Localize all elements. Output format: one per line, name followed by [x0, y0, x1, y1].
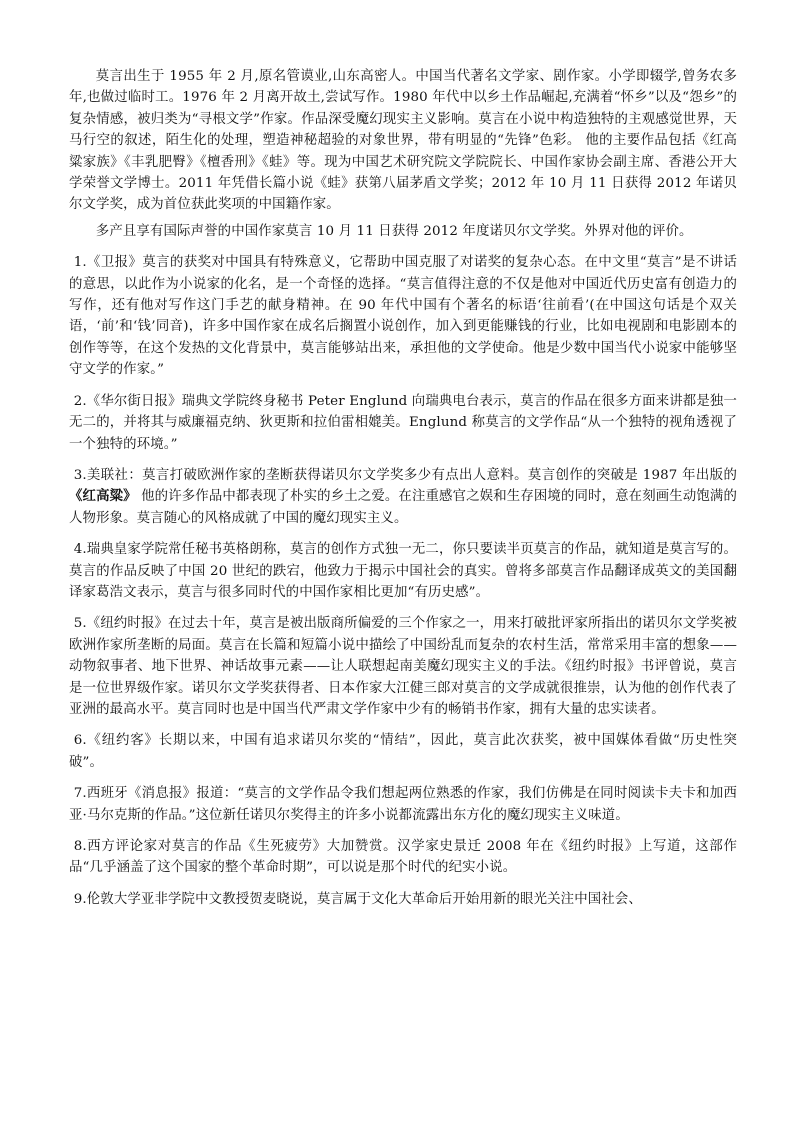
intro-paragraph: 莫言出生于 1955 年 2 月,原名管谟业,山东高密人。中国当代著名文学家、剧作家。小学即辍学,曾务农多年,也做过临时工。1976 年 2 月离开故土,尝试写作。1980 年代中以乡土作品崛起,充满着“怀乡”以及“怨乡”的复杂情感，被归类为“寻根文学”作家。作品深受魔幻现实主义影响。莫言在小说中构造独特的主观感觉世界，天马行空的叙述，陌生化的处理，塑造神秘超验的对象世界，带有明显的“先锋”色彩。 他的主要作品包括《红高粱家族》《丰乳肥臀》《檀香刑》《蛙》等。现为中国艺术研究院文学院院长、中国作家协会副主席、香港公开大学荣誉文学博士。2011 年凭借长篇小说《蛙》获第八届茅盾文学奖；2012 年 10 月 11 日获得 2012 年诺贝尔文学奖，成为首位获此奖项的中国籍作家。	[69, 69, 737, 213]
item-text-after: 他的许多作品中都表现了朴实的乡土之爱。在注重感官之娱和生存困境的同时，意在刻画生动饱满的人物形象。莫言随心的风格成就了中国的魔幻现实主义。	[69, 489, 737, 526]
document-page	[69, 66, 737, 910]
evaluation-item-guardian: 1.《卫报》莫言的获奖对中国具有特殊意义，它帮助中国克服了对诺奖的复杂心态。在中文里“莫言”是不讲话的意思，以此作为小说家的化名，是一个奇怪的选择。“莫言值得注意的不仅是他对中国近代历史富有创造力的写作，还有他对写作这门手艺的献身精神。在 90 年代中国有个著名的标语‘往前看’(在中国这句话是个双关语，‘前’和‘钱’同音)，许多中国作家在成名后搁置小说创作，加入到更能赚钱的行业，比如电视剧和电影剧本的创作等等，在这个发热的文化背景中，莫言能够站出来，承担他的文学使命。他是少数中国当代小说家中能够坚守文学的作家。”	[69, 255, 737, 378]
evaluation-item-new-yorker: 6.《纽约客》长期以来，中国有追求诺贝尔奖的“情结”，因此，莫言此次获奖，被中国媒体看做“历史性突破”。	[69, 733, 737, 770]
evaluation-item-spain: 7.西班牙《消息报》报道：“莫言的文学作品令我们想起两位熟悉的作家，我们仿佛是在同时阅读卡夫卡和加西亚·马尔克斯的作品。”这位新任诺贝尔奖得主的许多小说都流露出东方化的魔幻现实主义味道。	[69, 786, 737, 823]
bold-book-title: 《红高粱》	[69, 488, 137, 505]
evaluation-item-swedish-academy: 4.瑞典皇家学院常任秘书英格朗称，莫言的创作方式独一无二，你只要读半页莫言的作品，就知道是莫言写的。莫言的作品反映了中国 20 世纪的跌宕，他致力于揭示中国社会的真实。曾将多部莫言作品翻译成英文的美国翻译家葛浩文表示，莫言与很多同时代的中国作家相比更加“有历史感”。	[69, 542, 737, 600]
evaluation-item-wsj: 2.《华尔街日报》瑞典文学院终身秘书 Peter Englund 向瑞典电台表示，莫言的作品在很多方面来讲都是独一无二的，并将其与威廉福克纳、狄更斯和拉伯雷相媲美。Englund 称莫言的文学作品“从一个独特的视角透视了一个独特的环境。”	[69, 393, 737, 452]
item-text-before: 3.美联社：莫言打破欧洲作家的垄断获得诺贝尔文学奖多少有点出人意料。莫言创作的突破是 1987 年出版的	[73, 467, 737, 483]
evaluation-item-soas: 9.伦敦大学亚非学院中文教授贺麦晓说，莫言属于文化大革命后开始用新的眼光关注中国社会、	[73, 891, 642, 907]
evaluation-item-ap	[69, 465, 737, 529]
evaluation-item-nyt: 5.《纽约时报》在过去十年，莫言是被出版商所偏爱的三个作家之一，用来打破批评家所指出的诺贝尔文学奖被欧洲作家所垄断的局面。莫言在长篇和短篇小说中描绘了中国纷乱而复杂的农村生活，常常采用丰富的想象——动物叙事者、地下世界、神话故事元素——让人联想起南美魔幻现实主义的手法。《纽约时报》书评曾说，莫言是一位世界级作家。诺贝尔文学奖获得者、日本作家大江健三郎对莫言的文学成就很推崇，认为他的创作代表了亚洲的最高水平。莫言同时也是中国当代严肃文学作家中少有的畅销书作家，拥有大量的忠实读者。	[69, 616, 737, 717]
evaluation-item-western-critics: 8.西方评论家对莫言的作品《生死疲劳》大加赞赏。汉学家史景迁 2008 年在《纽约时报》上写道，这部作品“几乎涵盖了这个国家的整个革命时期”，可以说是那个时代的纪实小说。	[69, 839, 737, 876]
evaluation-intro-paragraph: 多产且享有国际声誉的中国作家莫言 10 月 11 日获得 2012 年度诺贝尔文学奖。外界对他的评价。	[95, 223, 693, 239]
